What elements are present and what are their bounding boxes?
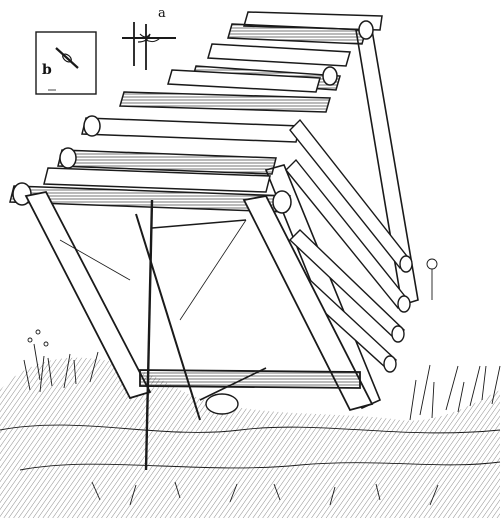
detail-a-label: a xyxy=(158,6,166,21)
grass-ground xyxy=(0,259,500,518)
detail-a-lashing xyxy=(122,22,176,70)
detail-b-label: b xyxy=(42,62,52,78)
